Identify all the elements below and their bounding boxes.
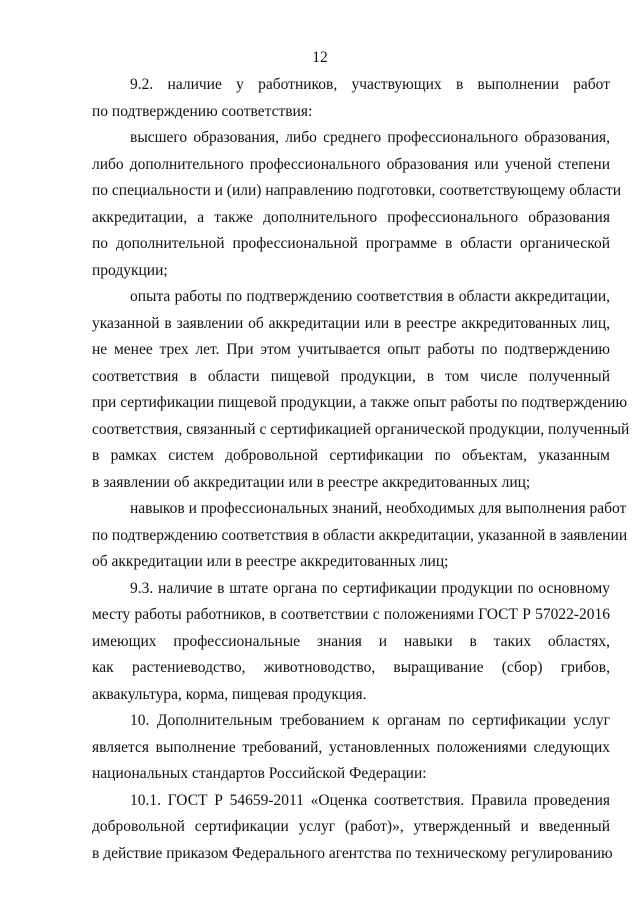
text-line: при сертификации пищевой продукции, а также опыт работы по подтверждению	[92, 394, 628, 411]
paragraph-experience	[92, 284, 630, 496]
text-line: продукции;	[92, 261, 168, 279]
text-line: в рамках систем добровольной сертификации по объектам, указанным	[92, 447, 610, 464]
text-line: имеющих профессиональные знания и навыки в таких областях,	[92, 632, 610, 650]
paragraph-education	[92, 125, 622, 284]
text-line: является выполнение требований, установленных положениями следующих	[92, 738, 610, 756]
text-line: по дополнительной профессиональной программе в области органической	[92, 235, 610, 252]
text-line: аквакультура, корма, пищевая продукция.	[92, 685, 367, 703]
paragraph-9-3	[92, 576, 610, 709]
text-line: 9.2. наличие у работников, участвующих в выполнении работ	[130, 76, 610, 93]
paragraph-10	[92, 708, 610, 788]
text-line: не менее трех лет. При этом учитывается опыт работы по подтверждению	[92, 341, 610, 358]
text-line: 10. Дополнительным требованием к органам по сертификации услуг	[130, 712, 610, 729]
page-number: 12	[312, 49, 328, 66]
text-line: месту работы работников, в соответствии с положениями ГОСТ Р 57022-2016	[92, 606, 610, 623]
text-line: 9.3. наличие в штате органа по сертификации продукции по основному	[130, 579, 610, 597]
text-line: соответствия, связанный с сертификацией органической продукции, полученный	[92, 420, 630, 438]
text-line: либо дополнительного профессионального образования или ученой степени	[92, 155, 610, 173]
text-line: по специальности и (или) направлению подготовки, соответствующему области	[92, 182, 622, 199]
text-line: в заявлении об аккредитации или в реестре аккредитованных лиц;	[92, 473, 531, 491]
text-line: аккредитации, а также дополнительного профессионального образования	[92, 208, 610, 226]
text-line: как растениеводство, животноводство, выращивание (сбор) грибов,	[92, 659, 610, 676]
paragraph-9-2	[92, 72, 610, 125]
text-line: национальных стандартов Российской Федерации:	[92, 765, 427, 782]
document-body	[92, 72, 630, 867]
text-line: 10.1. ГОСТ Р 54659-2011 «Оценка соответствия. Правила проведения	[130, 791, 610, 809]
text-line: указанной в заявлении об аккредитации или в реестре аккредитованных лиц,	[92, 314, 610, 332]
paragraph-skills	[92, 496, 628, 576]
paragraph-10-1	[92, 788, 613, 868]
text-line: в действие приказом Федерального агентства по техническому регулированию	[92, 844, 613, 862]
text-line: навыков и профессиональных знаний, необходимых для выполнения работ	[130, 500, 627, 517]
text-line: об аккредитации или в реестре аккредитованных лиц;	[92, 553, 449, 570]
text-line: по подтверждению соответствия в области аккредитации, указанной в заявлении	[92, 526, 628, 544]
text-line: высшего образования, либо среднего профессионального образования,	[130, 129, 610, 146]
text-line: добровольной сертификации услуг (работ)», утвержденный и введенный	[92, 818, 610, 835]
text-line: по подтверждению соответствия:	[92, 102, 313, 120]
text-line: опыта работы по подтверждению соответствия в области аккредитации,	[130, 288, 610, 305]
text-line: соответствия в области пищевой продукции, в том числе полученный	[92, 367, 610, 385]
